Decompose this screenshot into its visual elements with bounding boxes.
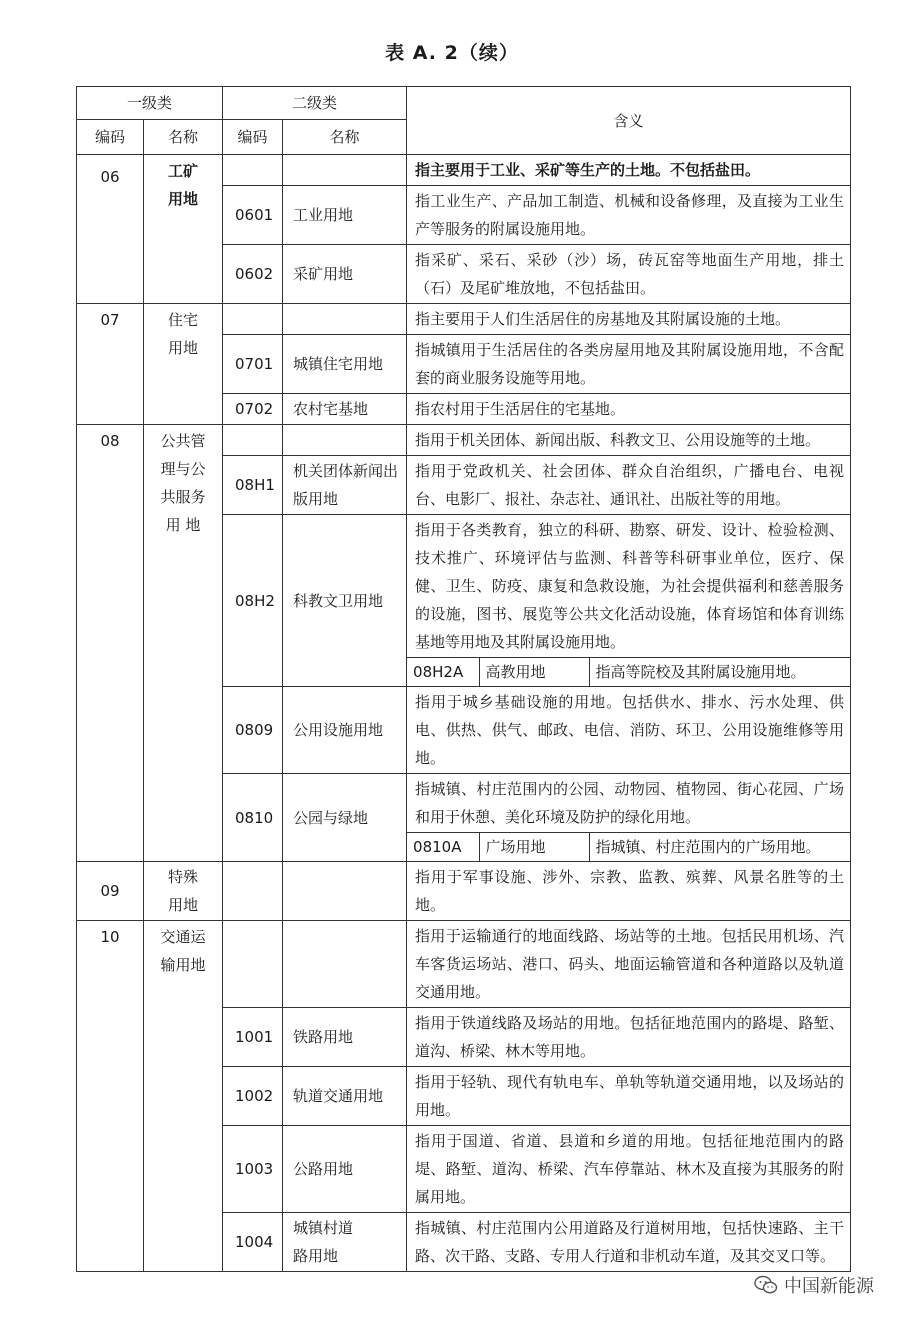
header-meaning: 含义 <box>407 87 851 155</box>
level2-code: 0702 <box>223 394 283 425</box>
level2-code: 0701 <box>223 335 283 394</box>
meaning-cell: 指用于铁道线路及场站的用地。包括征地范围内的路堤、路堑、道沟、桥梁、林木等用地。 <box>407 1008 851 1067</box>
table-row <box>77 155 851 186</box>
level2-code: 0810 <box>223 774 283 862</box>
level1-name: 工矿用地 <box>167 162 198 208</box>
level2-code: 08H1 <box>223 456 283 515</box>
meaning-cell: 指用于党政机关、社会团体、群众自治组织，广播电台、电视台、电影厂、报社、杂志社、通讯社、出版社等的用地。 <box>407 456 851 515</box>
level2-code: 0809 <box>223 687 283 774</box>
meaning-cell: 指城镇用于生活居住的各类房屋用地及其附属设施用地，不含配套的商业服务设施等用地。 <box>407 335 851 394</box>
wechat-icon <box>754 1275 778 1295</box>
land-use-table <box>76 86 851 1272</box>
table-row <box>77 921 851 1008</box>
meaning-cell: 指用于城乡基础设施的用地。包括供水、排水、污水处理、供电、供热、供气、邮政、电信、消防、环卫、公用设施维修等用地。 <box>407 687 851 774</box>
header-level1-name: 名称 <box>144 120 223 155</box>
table-row <box>77 425 851 456</box>
level3-name: 高教用地 <box>479 658 589 687</box>
level1-name: 公共管理与公共服务用 地 <box>160 432 206 534</box>
level3-code: 08H2A <box>413 663 464 681</box>
header-level1-code: 编码 <box>77 120 144 155</box>
sub-class-table <box>407 657 850 686</box>
level2-name: 城镇村道路用地 <box>293 1219 354 1265</box>
level3-code: 0810A <box>413 838 462 856</box>
meaning-cell: 指用于各类教育，独立的科研、勘察、研发、设计、检验检测、技术推广、环境评估与监测、科普等科研事业单位，医疗、保健、卫生、防疫、康复和急救设施，为社会提供福利和慈善服务的设施，图书、展览等公共文化活动设施，体育场馆和体育训练基地等用地及其附属设施用地。 <box>415 521 845 651</box>
level2-code: 1003 <box>223 1126 283 1213</box>
sub-class-table <box>407 832 850 861</box>
header-level2: 二级类 <box>223 87 407 120</box>
watermark <box>754 1272 874 1298</box>
meaning-cell: 指用于国道、省道、县道和乡道的用地。包括征地范围内的路堤、路堑、道沟、桥梁、汽车停靠站、林木及直接为其服务的附属用地。 <box>407 1126 851 1213</box>
meaning-cell: 指用于轻轨、现代有轨电车、单轨等轨道交通用地，以及场站的用地。 <box>407 1067 851 1126</box>
meaning-cell: 指采矿、采石、采砂（沙）场，砖瓦窑等地面生产用地，排土（石）及尾矿堆放地，不包括盐田。 <box>407 245 851 304</box>
meaning-cell: 指用于运输通行的地面线路、场站等的土地。包括民用机场、汽车客货运场站、港口、码头、地面运输管道和各种道路以及轨道交通用地。 <box>407 921 851 1008</box>
level1-code: 10 <box>77 921 144 1272</box>
level2-name: 采矿用地 <box>283 245 407 304</box>
meaning-cell: 指城镇、村庄范围内的公园、动物园、植物园、街心花园、广场和用于休憩、美化环境及防护的绿化用地。 <box>415 780 845 826</box>
level2-name: 机关团体新闻出版用地 <box>283 456 407 515</box>
meaning-cell: 指农村用于生活居住的宅基地。 <box>407 394 851 425</box>
level2-name: 公园与绿地 <box>283 774 407 862</box>
table-title: 表 A. 2（续） <box>385 42 519 64</box>
level3-name: 广场用地 <box>479 833 589 862</box>
sub-class-row <box>407 833 850 862</box>
header-level1: 一级类 <box>77 87 223 120</box>
level2-code: 0601 <box>223 186 283 245</box>
level1-code: 07 <box>77 304 144 425</box>
level2-name: 公路用地 <box>283 1126 407 1213</box>
sub-class-row <box>407 658 850 687</box>
header-level2-name: 名称 <box>283 120 407 155</box>
meaning-cell: 指工业生产、产品加工制造、机械和设备修理，及直接为工业生产等服务的附属设施用地。 <box>407 186 851 245</box>
level1-code: 09 <box>77 862 144 921</box>
level2-name: 工业用地 <box>283 186 407 245</box>
level2-code: 1001 <box>223 1008 283 1067</box>
level2-name: 农村宅基地 <box>283 394 407 425</box>
level2-name: 城镇住宅用地 <box>283 335 407 394</box>
level1-name: 住宅用地 <box>167 311 198 357</box>
header-row-1 <box>77 87 851 120</box>
level1-name: 特殊用地 <box>167 868 198 914</box>
level2-code: 08H2 <box>223 515 283 687</box>
level3-meaning: 指城镇、村庄范围内的广场用地。 <box>589 833 850 862</box>
level2-code: 1002 <box>223 1067 283 1126</box>
level2-name: 科教文卫用地 <box>283 515 407 687</box>
meaning-cell: 指城镇、村庄范围内公用道路及行道树用地，包括快速路、主干路、次干路、支路、专用人行道和非机动车道，及其交叉口等。 <box>407 1213 851 1272</box>
level2-code: 1004 <box>223 1213 283 1272</box>
level2-name: 轨道交通用地 <box>283 1067 407 1126</box>
table-row <box>77 304 851 335</box>
table-row <box>77 862 851 921</box>
meaning-cell: 指用于军事设施、涉外、宗教、监教、殡葬、风景名胜等的土地。 <box>407 862 851 921</box>
meaning-cell: 指用于机关团体、新闻出版、科教文卫、公用设施等的土地。 <box>407 425 851 456</box>
level3-meaning: 指高等院校及其附属设施用地。 <box>589 658 850 687</box>
level2-name: 公用设施用地 <box>283 687 407 774</box>
level1-code: 08 <box>77 425 144 862</box>
level1-code: 06 <box>77 155 144 304</box>
meaning-cell: 指主要用于工业、采矿等生产的土地。不包括盐田。 <box>407 155 851 186</box>
level1-name: 交通运输用地 <box>160 928 206 974</box>
level2-code: 0602 <box>223 245 283 304</box>
level2-name: 铁路用地 <box>283 1008 407 1067</box>
meaning-cell: 指主要用于人们生活居住的房基地及其附属设施的土地。 <box>407 304 851 335</box>
watermark-text: 中国新能源 <box>784 1276 874 1297</box>
header-level2-code: 编码 <box>223 120 283 155</box>
